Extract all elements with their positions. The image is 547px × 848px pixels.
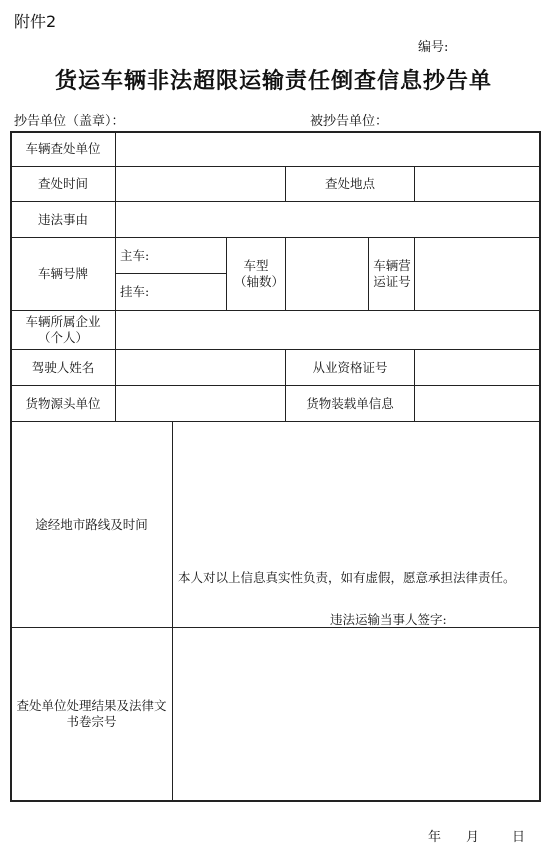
cargo-loading-label: 货物装载单信息 xyxy=(306,395,394,411)
qualification-field[interactable] xyxy=(415,350,539,385)
driver-name-field[interactable] xyxy=(116,350,285,385)
cargo-source-label: 货物源头单位 xyxy=(25,395,101,411)
inspection-time-field[interactable] xyxy=(116,167,285,201)
cargo-source-field[interactable] xyxy=(116,386,285,421)
inspection-place-field[interactable] xyxy=(415,167,539,201)
company-label: 车辆所属企业（个人） xyxy=(25,314,101,345)
operation-cert-field[interactable] xyxy=(415,238,539,310)
violation-reason-label: 违法事由 xyxy=(37,211,88,227)
result-field[interactable] xyxy=(173,628,539,800)
inspection-unit-field[interactable] xyxy=(116,132,539,166)
inspection-unit-label: 车辆查处单位 xyxy=(25,141,101,156)
column-divider xyxy=(226,237,227,310)
receiving-unit-label: 被抄告单位： xyxy=(310,114,389,129)
date-year-label: 年 xyxy=(428,830,442,845)
vehicle-type-label: 车型（轴数） xyxy=(234,258,285,289)
column-divider xyxy=(368,237,369,310)
trailer-label: 挂车: xyxy=(120,284,150,299)
result-label: 查处单位处理结果及法律文书卷宗号 xyxy=(16,698,167,729)
statement-text: 本人对以上信息真实性负责，如有虚假，愿意承担法律责任。 xyxy=(178,570,516,585)
violation-reason-field[interactable] xyxy=(116,202,539,237)
company-field[interactable] xyxy=(116,311,539,349)
inspection-time-label: 查处时间 xyxy=(37,176,88,191)
plate-label: 车辆号牌 xyxy=(37,266,88,281)
date-day-label: 日 xyxy=(512,830,526,845)
serial-number-label: 编号: xyxy=(418,40,449,55)
cargo-loading-field[interactable] xyxy=(415,386,539,421)
operation-cert-label: 车辆营运证号 xyxy=(373,258,411,289)
table-border-right xyxy=(539,131,541,802)
signature-label: 违法运输当事人签字: xyxy=(330,612,447,627)
driver-name-label: 驾驶人姓名 xyxy=(31,359,95,375)
inspection-place-label: 查处地点 xyxy=(324,176,375,191)
date-month-label: 月 xyxy=(466,830,480,845)
attachment-label: 附件2 xyxy=(14,12,57,31)
reporting-unit-label: 抄告单位（盖章）： xyxy=(14,114,125,129)
route-label: 途经地市路线及时间 xyxy=(35,516,148,532)
main-vehicle-label: 主车: xyxy=(120,247,150,263)
table-border-bottom xyxy=(10,800,540,802)
qualification-label: 从业资格证号 xyxy=(312,359,388,375)
document-title: 货运车辆非法超限运输责任倒查信息抄告单 xyxy=(54,68,492,94)
vehicle-type-field[interactable] xyxy=(286,238,368,310)
route-field[interactable] xyxy=(173,422,539,562)
